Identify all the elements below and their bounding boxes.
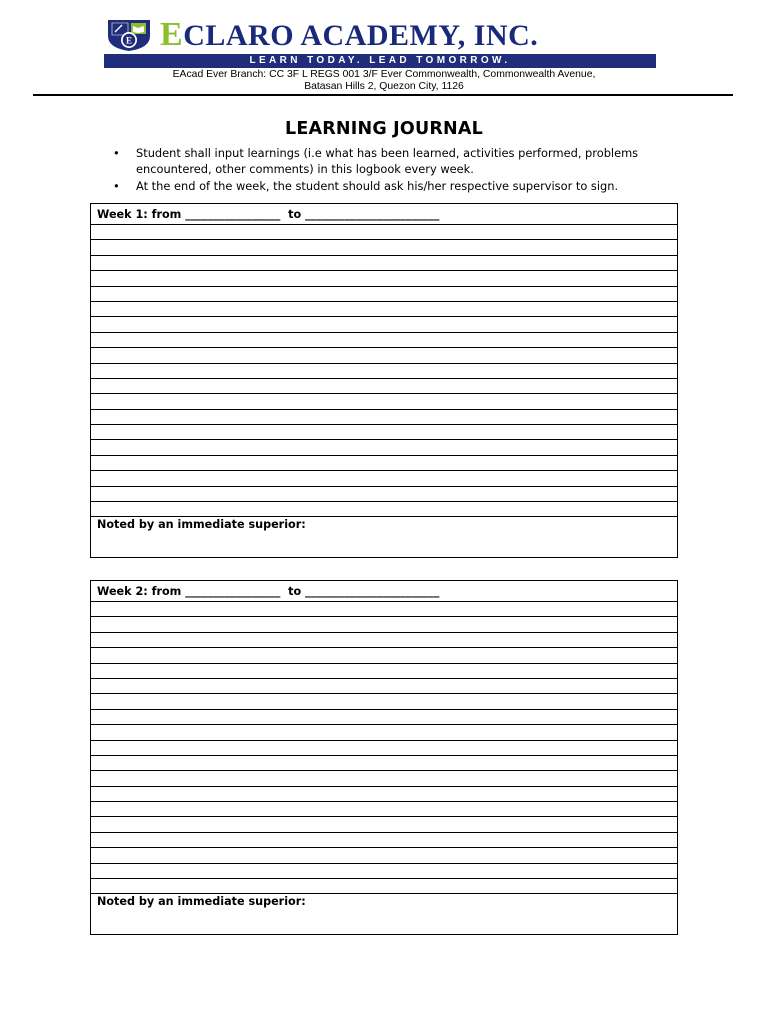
week-2-header[interactable]: Week 2: from _________________ to ________________________	[91, 581, 677, 602]
academy-name-first-letter: E	[160, 16, 184, 53]
bullet-icon: •	[113, 146, 120, 160]
journal-entry-line[interactable]	[91, 802, 677, 817]
journal-entry-line[interactable]	[91, 817, 677, 832]
instruction-text: At the end of the week, the student should ask his/her respective supervisor to sign.	[136, 179, 619, 193]
journal-entry-line[interactable]	[91, 648, 677, 663]
journal-entry-line[interactable]	[91, 364, 677, 379]
journal-entry-line[interactable]	[91, 879, 677, 894]
journal-entry-line[interactable]	[91, 456, 677, 471]
journal-entry-line[interactable]	[91, 502, 677, 517]
instruction-item	[113, 178, 673, 194]
instructions-list	[113, 145, 673, 195]
tagline: LEARN TODAY. LEAD TOMORROW.	[104, 54, 656, 68]
journal-entry-line[interactable]	[91, 225, 677, 240]
journal-entry-line[interactable]	[91, 725, 677, 740]
journal-entry-line[interactable]	[91, 379, 677, 394]
journal-entry-line[interactable]	[91, 602, 677, 617]
journal-entry-line[interactable]	[91, 317, 677, 332]
journal-entry-line[interactable]	[91, 240, 677, 255]
journal-entry-line[interactable]	[91, 440, 677, 455]
svg-text:E: E	[125, 35, 133, 46]
header-divider	[33, 94, 733, 96]
journal-entry-line[interactable]	[91, 617, 677, 632]
address-line-1: EAcad Ever Branch: CC 3F L REGS 001 3/F Ever Commonwealth, Commonwealth Avenue,	[172, 69, 596, 80]
journal-entry-line[interactable]	[91, 348, 677, 363]
academy-logo	[106, 18, 152, 52]
journal-entry-line[interactable]	[91, 710, 677, 725]
journal-entry-line[interactable]	[91, 787, 677, 802]
journal-entry-line[interactable]	[91, 741, 677, 756]
address-line-2: Batasan Hills 2, Quezon City, 1126	[304, 81, 464, 92]
academy-name-rest: CLARO ACADEMY, INC.	[183, 19, 539, 52]
journal-entry-line[interactable]	[91, 694, 677, 709]
week-2-journal-box	[90, 580, 678, 935]
journal-entry-line[interactable]	[91, 664, 677, 679]
journal-entry-line[interactable]	[91, 256, 677, 271]
journal-entry-line[interactable]	[91, 487, 677, 502]
journal-entry-line[interactable]	[91, 410, 677, 425]
journal-entry-line[interactable]	[91, 864, 677, 879]
journal-entry-line[interactable]	[91, 756, 677, 771]
journal-entry-line[interactable]	[91, 302, 677, 317]
week-1-header[interactable]: Week 1: from _________________ to ________________________	[91, 204, 677, 225]
journal-entry-line[interactable]	[91, 394, 677, 409]
journal-entry-line[interactable]	[91, 771, 677, 786]
branch-address	[100, 69, 668, 93]
week-2-entry-lines[interactable]	[91, 602, 677, 894]
week-1-journal-box	[90, 203, 678, 558]
journal-entry-line[interactable]	[91, 679, 677, 694]
journal-entry-line[interactable]	[91, 633, 677, 648]
week-2-noted-by[interactable]: Noted by an immediate superior:	[97, 895, 306, 909]
journal-entry-line[interactable]	[91, 333, 677, 348]
bullet-icon: •	[113, 179, 120, 193]
journal-entry-line[interactable]	[91, 833, 677, 848]
instruction-item	[113, 145, 673, 177]
week-1-entry-lines[interactable]	[91, 225, 677, 517]
week-1-noted-by[interactable]: Noted by an immediate superior:	[97, 518, 306, 532]
journal-entry-line[interactable]	[91, 271, 677, 286]
page-title: LEARNING JOURNAL	[285, 119, 483, 139]
journal-entry-line[interactable]	[91, 848, 677, 863]
journal-entry-line[interactable]	[91, 287, 677, 302]
journal-entry-line[interactable]	[91, 425, 677, 440]
instruction-text: Student shall input learnings (i.e what has been learned, activities performed, problems encountered, other comments) in this logbook every week.	[136, 146, 639, 176]
journal-entry-line[interactable]	[91, 471, 677, 486]
academy-name	[160, 17, 538, 53]
